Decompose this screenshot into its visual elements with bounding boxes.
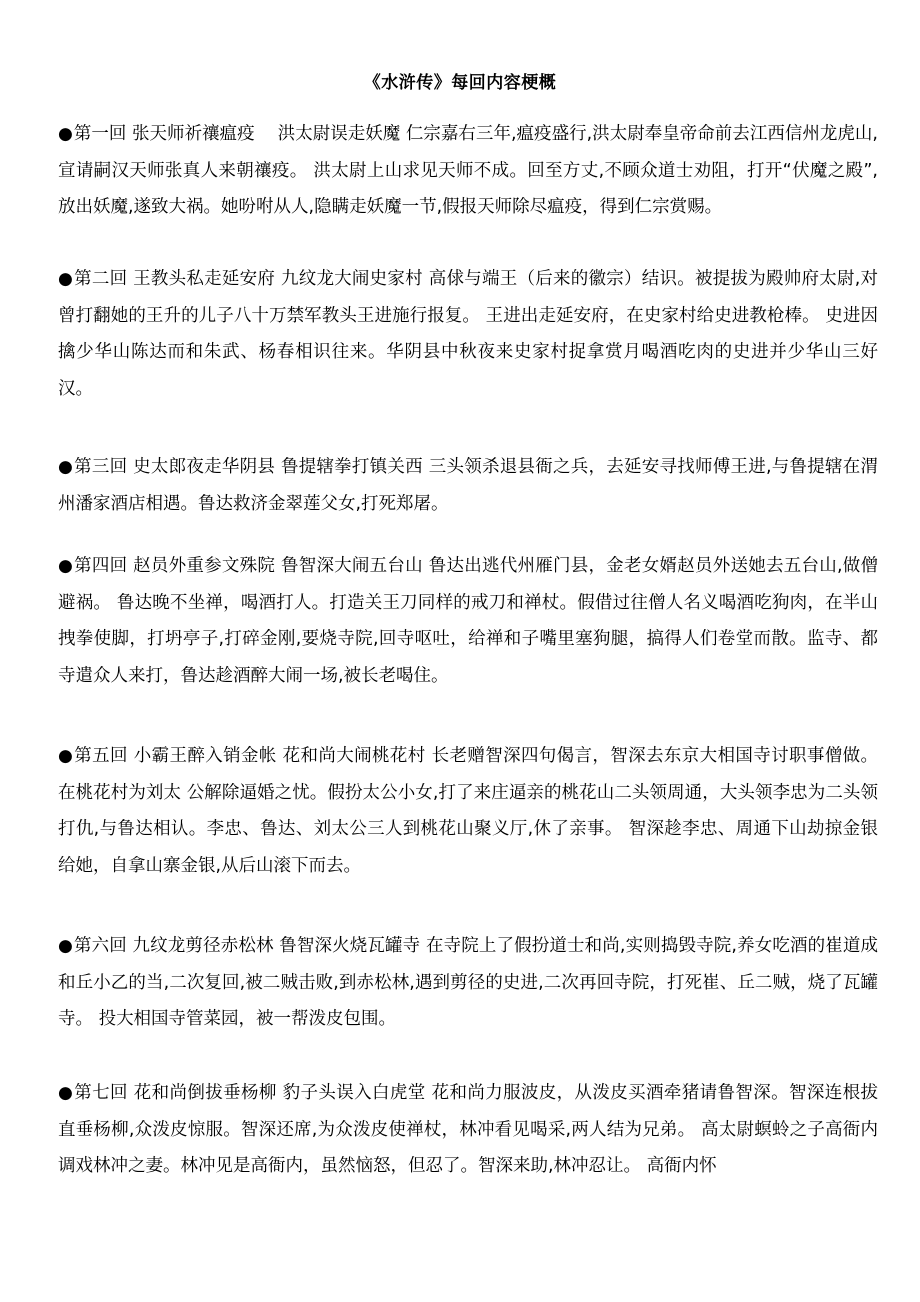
chapter-4-paragraph — [58, 548, 878, 694]
chapter-4-text: 第四回 赵员外重参文殊院 鲁智深大闹五台山 鲁达出逃代州雁门县，金老女婿赵员外送她去五台山,做僧避祸。 鲁达晚不坐禅，喝酒打人。打造关王刀同样的戒刀和禅杖。假借过往僧人名义喝酒吃狗肉，在半山拽拳使脚，打坍亭子,打碎金刚,要烧寺院,回寺呕吐，给禅和子嘴里塞狗腿，搞得人们卷堂而散。监寺、都寺遣众人来打，鲁达趁酒醉大闹一场,被长老喝住。 — [58, 556, 878, 686]
bullet-icon: ● — [58, 124, 73, 144]
bullet-icon: ● — [58, 269, 74, 289]
bullet-icon: ● — [58, 746, 74, 766]
document-title: 《水浒传》每回内容梗概 — [363, 73, 557, 93]
bullet-icon: ● — [58, 1083, 74, 1103]
chapter-5-paragraph — [58, 738, 878, 884]
chapter-3-text: 第三回 史太郎夜走华阴县 鲁提辖拳打镇关西 三头领杀退县衙之兵，去延安寻找师傅王进,与鲁提辖在渭州潘家酒店相遇。鲁达救济金翠莲父女,打死郑屠。 — [58, 457, 878, 514]
chapter-2-text: 第二回 王教头私走延安府 九纹龙大闹史家村 高俅与端王（后来的徽宗）结识。被提拔为殿帅府太尉,对曾打翻她的王升的儿子八十万禁军教头王进施行报复。 王进出走延安府，在史家村给史进教枪棒。 史进因擒少华山陈达而和朱武、杨春相识往来。华阴县中秋夜来史家村捉拿赏月喝酒吃肉的史进并少华山三好汉。 — [58, 269, 878, 399]
chapter-7-paragraph — [58, 1075, 878, 1185]
chapter-6-paragraph — [58, 928, 878, 1038]
chapter-6-text: 第六回 九纹龙剪径赤松林 鲁智深火烧瓦罐寺 在寺院上了假扮道士和尚,实则捣毁寺院,养女吃酒的崔道成和丘小乙的当,二次复回,被二贼击败,到赤松林,遇到剪径的史进,二次再回寺院，打死崔、丘二贼，烧了瓦罐寺。 投大相国寺管菜园，被一帮泼皮包围。 — [58, 936, 878, 1029]
chapter-2-paragraph — [58, 261, 878, 407]
bullet-icon: ● — [58, 556, 74, 576]
bullet-icon: ● — [58, 457, 74, 477]
chapter-5-text: 第五回 小霸王醉入销金帐 花和尚大闹桃花村 长老赠智深四句偈言，智深去东京大相国寺讨职事僧做。在桃花村为刘太 公解除逼婚之忧。假扮太公小女,打了来庄逼亲的桃花山二头领周通，大头领李忠为二头领打仇,与鲁达相认。李忠、鲁达、刘太公三人到桃花山聚义厅,休了亲事。 智深趁李忠、周通下山劫掠金银给她，自拿山寨金银,从后山滚下而去。 — [58, 746, 879, 876]
chapter-1-paragraph — [58, 116, 878, 226]
bullet-icon: ● — [58, 936, 73, 956]
chapter-3-paragraph — [58, 449, 878, 522]
chapter-1-text: 第一回 张天师祈禳瘟疫 洪太尉误走妖魔 仁宗嘉右三年,瘟疫盛行,洪太尉奉皇帝命前去江西信州龙虎山,宣请嗣汉天师张真人来朝禳疫。 洪太尉上山求见天师不成。回至方丈,不顾众道士劝阻，打开“伏魔之殿”,放出妖魔,遂致大祸。她吩咐从人,隐瞒走妖魔一节,假报天师除尽瘟疫，得到仁宗赏赐。 — [58, 124, 878, 217]
chapter-7-text: 第七回 花和尚倒拔垂杨柳 豹子头误入白虎堂 花和尚力服波皮，从泼皮买酒牵猪请鲁智深。智深连根拔直垂杨柳,众泼皮惊服。智深还席,为众泼皮使禅杖，林冲看见喝采,两人结为兄弟。 高太尉螟蛉之子高衙内调戏林冲之妻。林冲见是高衙内，虽然恼怒，但忍了。智深来助,林冲忍让。 高衙内怀 — [58, 1083, 879, 1176]
